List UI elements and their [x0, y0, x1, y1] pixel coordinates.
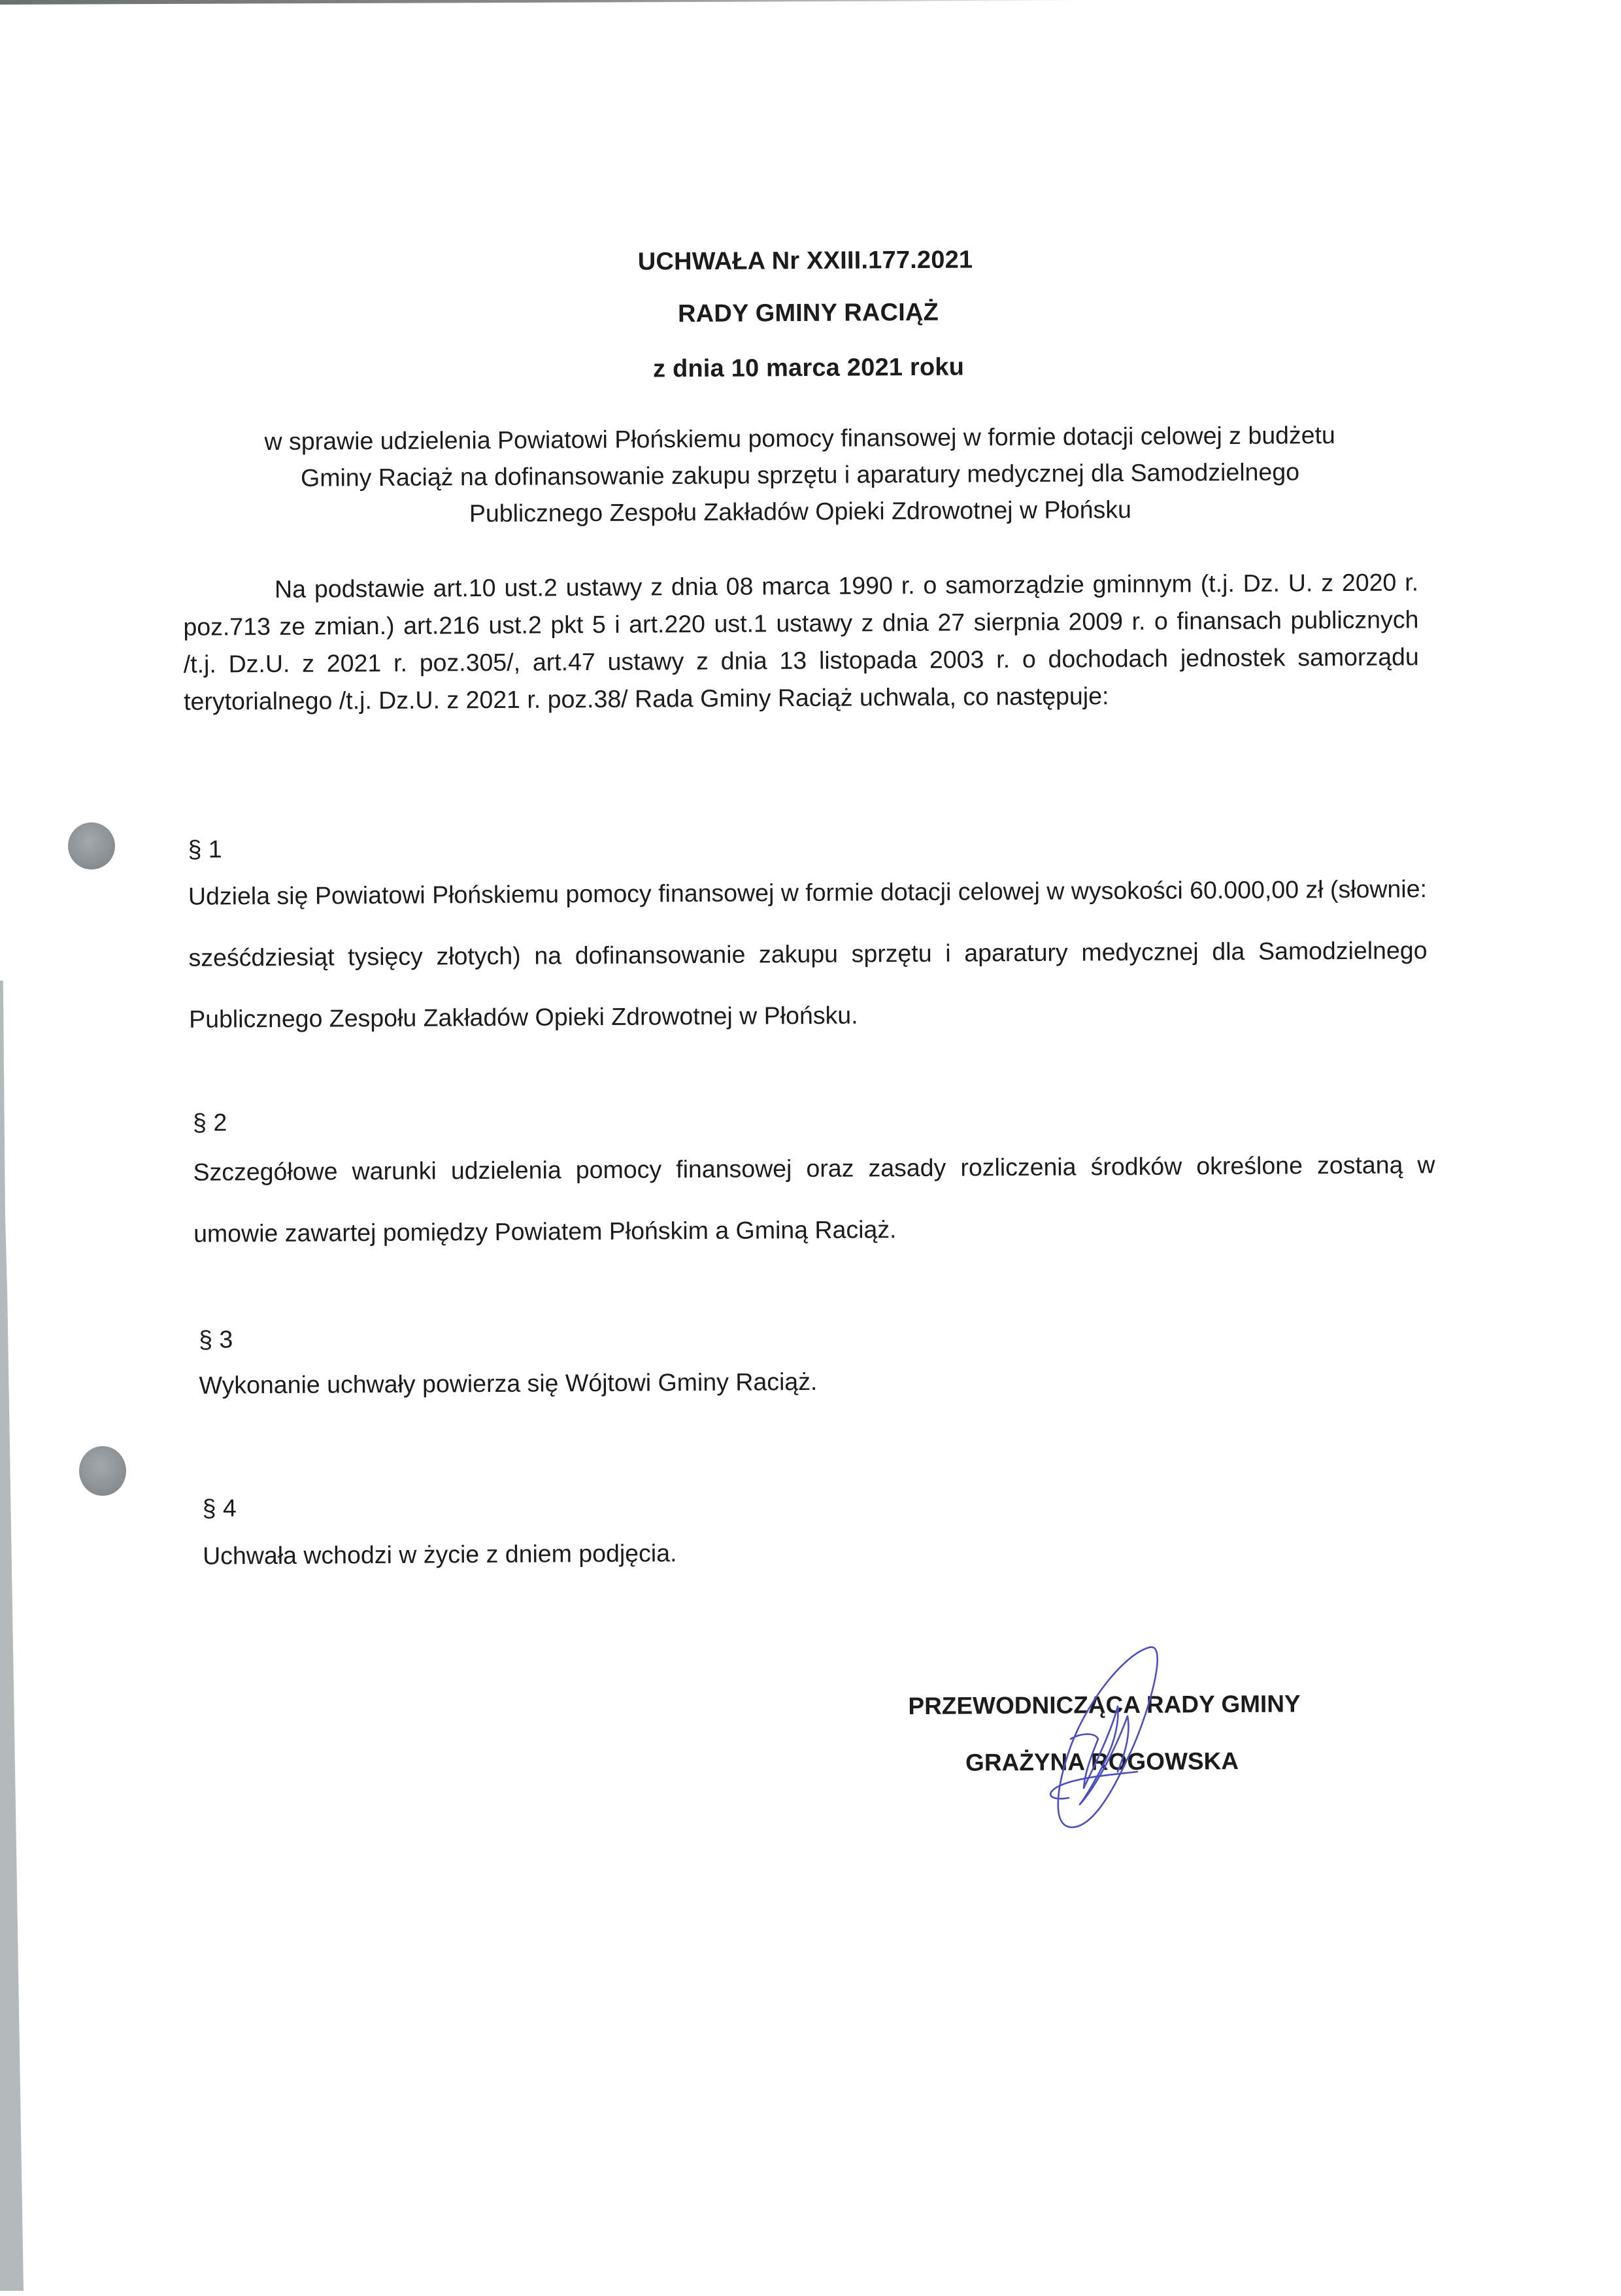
subject-line: Gminy Raciąż na dofinansowanie zakupu sprzętu i aparatury medycznej dla Samodzielnego [300, 458, 1300, 492]
signatory-title: PRZEWODNICZĄCA RADY GMINY [908, 1690, 1301, 1720]
resolution-subject [179, 416, 1422, 533]
paragraph-3-heading: § 3 [198, 1325, 233, 1353]
legal-basis-preamble: Na podstawie art.10 ust.2 ustawy z dnia 08 marca 1990 r. o samorządzie gminnym (t.j. Dz. U. z 2020 r. poz.713 ze zmian.) art.216 ust.2 pkt 5 i art.220 ust.1 ustawy z dnia 27 sierpnia 2009 r. o finansach publicznych /t.j. Dz.U. z 2021 r. poz.305/, art.47 ustawy z dnia 13 listopada 2003 r. o dochodach jednostek samorządu terytorialnego /t.j. Dz.U. z 2021 r. poz.38/ Rada Gminy Raciąż uchwala, co następuje: [183, 568, 1419, 715]
handwritten-signature [1007, 1641, 1177, 1837]
resolution-title: UCHWAŁA Nr XXIII.177.2021 [637, 246, 973, 276]
subject-line: w sprawie udzielenia Powiatowi Płońskiemu pomocy finansowej w formie dotacji celowej z budżetu [264, 421, 1335, 456]
paragraph-4-heading: § 4 [202, 1494, 237, 1522]
paragraph-4-text: Uchwała wchodzi w życie z dniem podjęcia. [203, 1539, 677, 1570]
subject-line: Publicznego Zespołu Zakładów Opieki Zdrowotnej w Płońsku [469, 495, 1132, 528]
paragraph-1-text: Udziela się Powiatowi Płońskiemu pomocy finansowej w formie dotacji celowej w wysokości 60.000,00 zł (słownie: sześćdziesiąt tysięcy złotych) na dofinansowanie zakupu sprzętu i aparatury medycznej dla Samodzielnego Publicznego Zespołu Zakładów Opieki Zdrowotnej w Płońsku. [188, 875, 1428, 1033]
resolution-issuer: RADY GMINY RACIĄŻ [677, 298, 939, 328]
signatory-name: GRAŻYNA ROGOWSKA [965, 1747, 1239, 1776]
resolution-date: z dnia 10 marca 2021 roku [652, 353, 965, 383]
paragraph-2-text: Szczegółowe warunki udzielenia pomocy finansowej oraz zasady rozliczenia środków określone zostaną w umowie zawartej pomiędzy Powiatem Płońskim a Gminą Raciąż. [193, 1151, 1435, 1247]
paragraph-2-heading: § 2 [192, 1108, 227, 1136]
paragraph-3-text: Wykonanie uchwały powierza się Wójtowi Gminy Raciąż. [199, 1367, 818, 1399]
paragraph-1-heading: § 1 [188, 835, 222, 863]
